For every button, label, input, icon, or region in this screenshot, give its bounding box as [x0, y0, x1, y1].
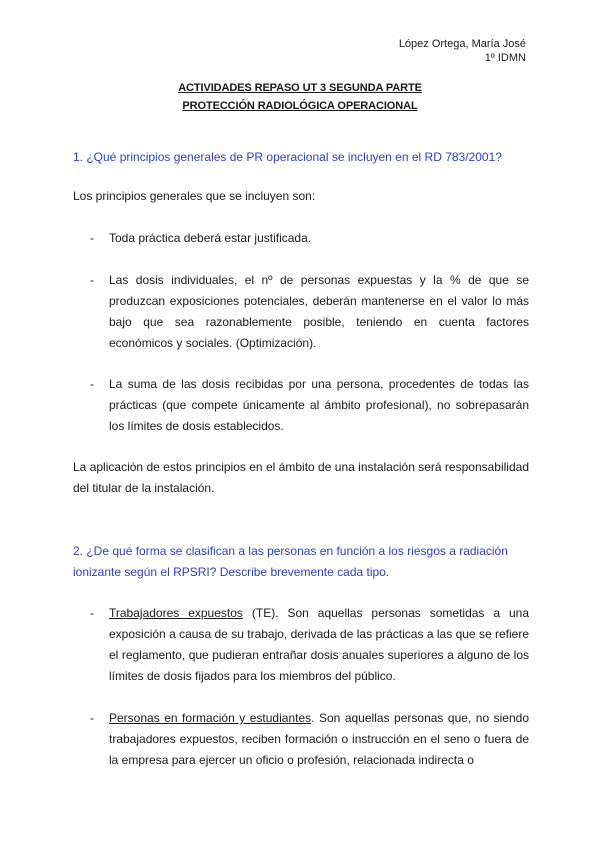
- bullet-dash: -: [90, 273, 94, 287]
- course-label: 1º IDMN: [484, 52, 526, 64]
- list-item: [90, 270, 529, 354]
- bullet-dash: -: [90, 231, 94, 245]
- author-name: López Ortega, María José: [398, 38, 526, 50]
- author-header: [399, 37, 526, 65]
- term-trabajadores-expuestos: Trabajadores expuestos: [109, 606, 243, 620]
- bullet-dash: -: [90, 606, 94, 620]
- term-personas-formacion: Personas en formación y estudiantes: [109, 711, 312, 725]
- question-2: 2. ¿De qué forma se clasifican a las personas en función a los riesgos a radiación ionizante según el RPSRI? Describe brevemente cada tipo.: [73, 544, 508, 579]
- term-description: (TE). Son aquellas personas sometidas a una exposición a causa de su trabajo, derivada de las prácticas a las que se refiere el reglamento, que pudieran entrañar dosis anuales superiores a alguno de los límites de dosis fijados para los miembros del público.: [109, 606, 530, 683]
- list-item-text: [109, 708, 529, 771]
- list-item: [90, 708, 529, 771]
- question-1: 1. ¿Qué principios generales de PR operacional se incluyen en el RD 783/2001?: [73, 150, 502, 164]
- answer-1-intro: Los principios generales que se incluyen son:: [73, 189, 316, 203]
- answer-1-conclusion: La aplicación de estos principios en el ámbito de una instalación será responsabilidad del titular de la instalación.: [73, 460, 529, 495]
- list-item-text: [109, 603, 529, 687]
- document-subtitle: PROTECCIÓN RADIOLÓGICA OPERACIONAL: [182, 100, 418, 112]
- list-item: [90, 228, 529, 249]
- list-item-text: Las dosis individuales, el nº de personas expuestas y la % de que se produzcan exposiciones potenciales, deberán mantenerse en el valor lo más bajo que sea razonablemente posible, teniendo en cuenta factores económicos y sociales. (Optimización).: [109, 273, 529, 350]
- term-description: . Son aquellas personas que, no siendo trabajadores expuestos, reciben formación o instrucción en el seno o fuera de la empresa para ejercer un oficio o profesión, relacionada indirecta o: [109, 711, 529, 767]
- list-item: [90, 374, 529, 437]
- bullet-dash: -: [90, 711, 94, 725]
- list-item-text: Toda práctica deberá estar justificada.: [109, 231, 312, 245]
- bullet-dash: -: [90, 377, 94, 391]
- list-item: [90, 603, 529, 687]
- list-item-text: La suma de las dosis recibidas por una persona, procedentes de todas las prácticas (que compete únicamente al ámbito profesional), no sobrepasarán los límites de dosis establecidos.: [109, 377, 529, 433]
- document-title: ACTIVIDADES REPASO UT 3 SEGUNDA PARTE: [178, 82, 422, 94]
